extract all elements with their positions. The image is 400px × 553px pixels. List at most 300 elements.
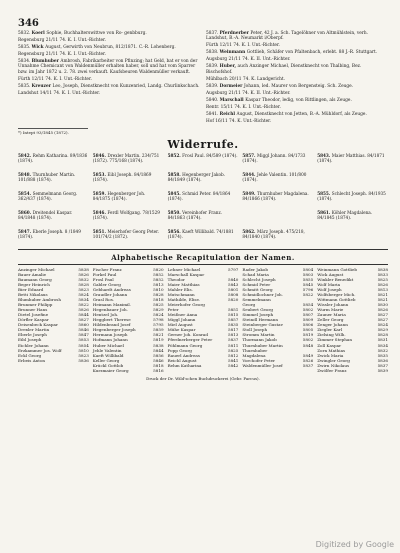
- widerruf-text: Jehle Valentin. 101/800 (1874).: [242, 171, 307, 183]
- entry-text: Dienstknecht von Kunzenried, Landg. Churlinkschach.: [80, 83, 200, 89]
- entry-text: Schäfer von Pfaltenbach, erlebt. 88 J.-R. Stuttgart.: [266, 50, 378, 56]
- index-name: Peter: [167, 307, 179, 313]
- index-name: Mahler Elis.: [167, 287, 193, 292]
- index-row: [168, 363, 239, 368]
- index-name: Anzinger Michael: [18, 266, 55, 272]
- widerruf-item: [317, 191, 388, 209]
- index-name: Schmidlochner Joh.: [242, 292, 284, 298]
- index-name: Mathilde, Elise.: [167, 297, 201, 303]
- index-number: 5834: [377, 342, 388, 348]
- index-row: [18, 358, 89, 363]
- widerruf-item: [168, 172, 239, 190]
- index-name: Keller Georg: [92, 357, 120, 363]
- widerruf-number: 5860.: [18, 209, 33, 215]
- index-name: Hofmann Johann: [92, 337, 128, 343]
- index-number: 5821: [377, 297, 388, 303]
- index-name: Zenger Johann: [317, 322, 348, 328]
- index-number: 5849: [302, 352, 314, 358]
- widerruf-text: Maier Matthias. 84/1871 (1874).: [317, 152, 385, 164]
- entry-text: Fürth 12/11 74. K. I. Unt.-Richter.: [18, 76, 92, 82]
- entry-surname: Koerl: [31, 31, 47, 36]
- index-name: Hentzel Joh.: [92, 312, 119, 318]
- notice-entry: [206, 64, 388, 75]
- notice-entry: [206, 43, 388, 48]
- index-number: 5836: [78, 357, 89, 363]
- index-number: 5803: [302, 271, 314, 277]
- index-name: Bauer Amalie: [18, 271, 47, 277]
- index-name: Rauerl Andreas: [167, 352, 200, 358]
- index-row: [242, 363, 313, 368]
- entry-text: Mühlbach 20/11 74. K. Landgericht.: [206, 76, 285, 82]
- widerruf-text: Eibl Joseph. 84/1869 (1874).: [92, 171, 152, 183]
- index-number: 5841: [227, 357, 239, 363]
- entry-surname: Huber,: [219, 64, 238, 70]
- index-name: Thurnhuber Martin: [242, 342, 283, 348]
- index-name: Brunner Hans: [18, 307, 48, 313]
- entry-firstname: August,: [45, 45, 64, 50]
- index-row: [317, 368, 388, 373]
- entry-firstname: auch Anzinger Michael,: [237, 64, 291, 70]
- entry-text: Dienstknecht von Jetten, B.-A. Mühldorf, als Zeuge.: [254, 111, 367, 117]
- index-name: Schad Maria: [242, 271, 269, 277]
- index-name: Kaeft Willibald: [92, 352, 124, 358]
- index-name: Zwölfer Franz: [317, 367, 347, 373]
- widerruf-item: [93, 210, 164, 228]
- document-page: [18, 18, 388, 381]
- index-name: Maier Matthias: [167, 281, 200, 287]
- index-name: Hegenbauer Joh.: [92, 307, 128, 313]
- entry-surname: Marschall: [219, 97, 246, 103]
- widerruf-item: [168, 191, 239, 209]
- index-row: [93, 368, 164, 373]
- index-number: 5827: [78, 317, 89, 323]
- index-number: 5796: [302, 287, 314, 292]
- entry-number: 5834.: [18, 59, 32, 64]
- index-name: Eichler Johann: [18, 342, 49, 348]
- index-number: 5859: [153, 327, 164, 333]
- index-number: 5842: [227, 362, 239, 368]
- index-number: 5806: [302, 322, 314, 328]
- widerruf-item: [242, 229, 313, 247]
- divider: [18, 249, 388, 250]
- index-name: Blumhuber Ambrosh: [18, 297, 62, 303]
- index-name: Brunmer Philipp: [18, 302, 53, 308]
- index-number: 5826: [78, 271, 89, 277]
- index-name: Drexler Martin: [18, 327, 50, 333]
- index-name: Wolfsberger Mich.: [317, 292, 356, 298]
- index-number: 5820: [153, 266, 164, 272]
- notice-columns: [18, 31, 388, 126]
- entry-firstname: Leo, Joseph,: [52, 83, 81, 89]
- notice-entry: [206, 112, 388, 117]
- widerruf-text: Thurnhuber Magdalena. 84/1866 (1874).: [242, 190, 309, 202]
- index-number: 5843: [227, 281, 239, 287]
- widerrufe-heading: Widerrufe.: [167, 137, 239, 151]
- notice-entry: [206, 31, 388, 42]
- entry-text: Landshut 14/11 74. K. I. Unt.-Richter.: [18, 90, 101, 96]
- index-name: Thurnhuber: [242, 347, 268, 353]
- left-notice-column: [18, 31, 200, 126]
- widerruf-item: [242, 210, 313, 228]
- index-name: Ziegler Karl: [317, 327, 343, 333]
- index-name: Zwingler Georg: [317, 357, 350, 363]
- index-number: 5852: [153, 276, 164, 282]
- index-number: 5853: [78, 337, 89, 343]
- index-name: Erzkammer Jos. Wolf: [18, 347, 62, 353]
- widerruf-number: 5850.: [167, 209, 183, 215]
- entry-text: Augsburg 21/11 74. K. II. Unt.-Richter.: [206, 90, 291, 96]
- page-number: 346: [18, 18, 39, 29]
- widerruf-item: [168, 210, 239, 228]
- widerruf-number: 5842.: [18, 152, 33, 158]
- index-number: 5824: [78, 292, 89, 298]
- index-name: Miggl Johann: [167, 317, 196, 323]
- index-name: Simmel Joseph: [242, 312, 274, 318]
- index-number: 5825: [377, 276, 388, 282]
- index-number: 5819: [302, 332, 314, 338]
- widerruf-item: [93, 191, 164, 209]
- widerruf-item: [18, 172, 89, 190]
- index-column: [168, 267, 239, 373]
- widerruf-text: Schmid Peter. 84/1864 (1874).: [167, 190, 231, 202]
- entry-number: 5838.: [206, 50, 220, 56]
- widerruf-text: Semmelmann Georg. 362/437 (1874).: [18, 190, 78, 202]
- index-name: Wissler Johann: [317, 302, 349, 308]
- widerruf-number: 5858.: [167, 171, 183, 177]
- index-number: 5825: [153, 302, 164, 308]
- entry-firstname: Kaspar Theodor,: [245, 97, 283, 103]
- index-name: Pferdnerberger Peter: [167, 337, 213, 343]
- widerruf-number: 5857.: [242, 152, 257, 158]
- index-number: 5813: [377, 287, 388, 292]
- notice-entry: [18, 52, 200, 57]
- widerruf-item: [317, 210, 388, 228]
- index-name: Dörfler Kaspar: [18, 317, 49, 323]
- index-number: 5848: [302, 342, 314, 348]
- widerruf-text: Dreitendel Kaspar. 84/1848 (1874).: [18, 209, 73, 221]
- entry-firstname: Peter, 42 J. a.: [250, 31, 281, 36]
- notice-entry: [206, 57, 388, 62]
- index-number: 5802: [302, 307, 314, 313]
- index-number: 5797: [227, 266, 239, 272]
- index-number: 5829: [377, 327, 388, 333]
- notice-entry: [18, 45, 200, 50]
- index-number: 5838: [377, 266, 388, 272]
- index-number: 5837: [302, 362, 314, 368]
- index-number: 5829: [153, 307, 164, 313]
- widerruf-number: 5847.: [18, 228, 33, 234]
- index-name: Meierhofer Georg: [167, 302, 205, 308]
- widerruf-text: Drexler Martin. 234/751 (1872). 775/168 (1874).: [92, 152, 160, 164]
- index-name: Gerner Joh. Konrad: [167, 332, 208, 338]
- index-heading: Alphabetische Recapitulation der Namen.: [111, 252, 295, 262]
- index-name: Vorchofer Peter: [242, 357, 275, 363]
- index-name: Hegenberger Joseph: [92, 327, 136, 333]
- index-number: 5805: [302, 327, 314, 333]
- entry-text: Buchhalterswittwe von Ro- genbburg.: [64, 31, 147, 36]
- widerruf-item: [93, 153, 164, 171]
- widerruf-number: 5861.: [317, 209, 332, 215]
- entry-text: Augsburg 21/11 74. K. II. Unt.-Richter.: [206, 57, 291, 63]
- index-number: 5838: [78, 266, 89, 272]
- index-number: 5825: [227, 347, 239, 353]
- index-number: 5837: [377, 362, 388, 368]
- index-name: Eibl Joseph: [18, 337, 42, 343]
- index-number: 5836: [377, 357, 388, 363]
- notice-entry: [206, 84, 388, 89]
- index-name: Zimmer Stephan: [317, 337, 352, 343]
- index-number: 5824: [153, 312, 164, 318]
- entry-surname: Pferdnerber: [219, 31, 251, 36]
- notice-entry: [206, 50, 388, 55]
- widerruf-text: Kaeft Willibald. 74/1881 (1874).: [167, 228, 234, 240]
- index-name: Zielsing Wilh.: [317, 332, 346, 338]
- widerruf-item: [168, 153, 239, 171]
- widerruf-text: Frosl Paul. 84/589 (1874).: [182, 152, 238, 158]
- widerruf-text: Meierhofer Georg Peter. 101/74/2 (1872).: [92, 228, 160, 240]
- widerruf-item: [18, 191, 89, 209]
- index-number: 5835: [227, 322, 239, 328]
- entry-firstname: Ambrosh,: [60, 59, 83, 64]
- index-number: 5802: [302, 337, 314, 343]
- index-number: 5844: [153, 347, 164, 353]
- widerruf-number: 5859.: [92, 190, 108, 196]
- index-number: 5852: [153, 271, 164, 277]
- widerruf-text: Schlecht Joseph. 84/1935 (1874).: [317, 190, 386, 202]
- index-name: Wick August: [317, 271, 344, 277]
- widerruf-text: Köhler Magdalena. 84/1845 (1874).: [317, 209, 373, 221]
- index-name: Stromm Martin: [242, 332, 275, 338]
- index-number: 5839: [377, 367, 388, 373]
- widerruf-number: 5851.: [92, 228, 108, 234]
- index-column: [242, 267, 313, 373]
- index-name: Krückl Gottlob: [92, 362, 124, 368]
- widerruf-number: 5856.: [167, 228, 183, 234]
- index-name: Semmelmann: [242, 297, 271, 303]
- index-name: Wurm Marie: [317, 307, 344, 313]
- index-name: Beger Heinrich: [18, 281, 50, 287]
- entry-surname: Kreuzer: [31, 83, 53, 89]
- index-name: Zeller Georg: [317, 317, 344, 323]
- index-number: 5828: [153, 292, 164, 298]
- entry-surname: Weinmann: [219, 50, 247, 56]
- index-name: Marschall Kaspar: [167, 271, 205, 277]
- index-number: 5832: [377, 347, 388, 353]
- index-number: 5798: [153, 317, 164, 323]
- index-number: 5830: [377, 302, 388, 308]
- widerruf-item: [93, 172, 164, 190]
- index-name: Bier Eduard: [18, 287, 44, 292]
- index-name: Eckl Georg: [18, 352, 42, 358]
- index-number: 5856: [153, 352, 164, 358]
- index-name: Steindl Hermann: [242, 317, 278, 323]
- entry-number: 5837.: [206, 31, 220, 36]
- widerruf-item: [168, 229, 239, 247]
- index-name: Heimann Maximil.: [92, 302, 132, 308]
- entry-surname: Dormeier: [219, 83, 244, 89]
- name-index: [18, 267, 388, 373]
- index-column: [18, 267, 89, 373]
- index-name: Zoll Kaspar: [317, 342, 342, 348]
- digitized-watermark: Digitized by Google: [315, 540, 394, 549]
- index-number: 5821: [377, 292, 388, 298]
- widerruf-item: [242, 153, 313, 171]
- index-name: Frosl Paul: [92, 276, 114, 282]
- widerruf-number: 5852.: [167, 152, 183, 158]
- notice-entry: [18, 84, 200, 89]
- index-number: 5813: [227, 332, 239, 338]
- index-number: 5840: [227, 276, 239, 282]
- index-name: Fischer Franz: [92, 266, 122, 272]
- index-number: 5812: [227, 352, 239, 358]
- widerruf-item: [18, 210, 89, 228]
- entry-firstname: Gottlieb,: [246, 50, 267, 56]
- entry-text: Gerwirth von Neubrun, 812/1871. C.-R. Lohenberg.: [63, 45, 176, 50]
- entry-surname: Blumhuber: [31, 59, 61, 64]
- index-name: Rehm Katharina: [167, 362, 202, 368]
- notice-entry: [206, 98, 388, 103]
- index-name: Zwirn Nikolaus: [317, 362, 350, 368]
- index-number: 5826: [302, 357, 314, 363]
- widerruf-number: 5855.: [317, 190, 332, 196]
- index-number: 5813: [153, 281, 164, 287]
- index-number: 5832: [78, 276, 89, 282]
- entry-text: Fürth 12/11 74. K. I. Unt.-Richter.: [206, 43, 280, 49]
- index-name: Pöhlmann Georg: [167, 342, 203, 348]
- index-number: 5804: [302, 266, 314, 272]
- widerruf-number: 5844.: [242, 171, 257, 177]
- index-name: Meißner Anna: [167, 312, 198, 318]
- index-number: 5823: [78, 352, 89, 358]
- index-number: 5846: [78, 327, 89, 333]
- index-name: Seubert Georg: [242, 307, 273, 313]
- widerrufe-list: [18, 153, 388, 247]
- footnote: *) Intept 93/1845 (1872).: [18, 128, 88, 135]
- index-name: Schmitt Georg: [242, 287, 273, 292]
- index-column: [93, 267, 164, 373]
- widerruf-text: Eberle Joseph. 8 /1849 (1874).: [18, 228, 81, 240]
- entry-number: 5839.: [206, 64, 220, 70]
- entry-text: led. Maurer von Bergensteig. Sch. Zeuge.: [261, 83, 354, 89]
- widerruf-number: 5853.: [92, 171, 108, 177]
- index-name: Wolf Joseph: [317, 287, 342, 292]
- entry-number: 5832.: [18, 31, 32, 36]
- widerruf-number: 5846.: [92, 209, 108, 215]
- index-number: 5846: [153, 357, 164, 363]
- index-name: Eberle Joseph: [18, 332, 47, 338]
- widerruf-text: Hegenberger Jakob. 84/1849 (1874).: [167, 171, 226, 183]
- index-name: Betti Nikolaus: [18, 292, 48, 298]
- index-name: Hildenbrand Josef: [92, 322, 131, 328]
- index-number: 5817: [227, 327, 239, 333]
- widerruf-number: 5848.: [18, 171, 33, 177]
- index-name: Magdalena: [242, 352, 266, 358]
- index-name: Georg: [242, 302, 256, 308]
- index-number: 5815: [227, 312, 239, 318]
- index-number: 5847: [78, 332, 89, 338]
- widerruf-text: Miggl Johann. 84/1733 (1874).: [242, 152, 306, 164]
- entry-text: Regensburg 21/11 74. K. I. Unt.-Richter.: [18, 52, 106, 57]
- index-number: 5822: [78, 302, 89, 308]
- index-number: 5855: [302, 276, 314, 282]
- widerruf-item: [242, 191, 313, 209]
- notice-entry: [18, 31, 200, 36]
- index-number: 5845: [302, 281, 314, 287]
- widerruf-text: März Joseph. 475/218, 84/1840 (1874).: [242, 228, 305, 240]
- index-number: 5854: [78, 342, 89, 348]
- divider: [18, 264, 388, 265]
- index-number: 5826: [377, 307, 388, 313]
- index-number: 5818: [153, 362, 164, 368]
- index-number: 5854: [302, 302, 314, 308]
- index-number: 5822: [302, 292, 314, 298]
- entry-number: 5841.: [206, 111, 220, 117]
- widerruf-item: [317, 153, 388, 171]
- index-number: 5807: [302, 312, 314, 318]
- index-number: 5820: [227, 297, 239, 303]
- index-name: Reichl August: [167, 357, 197, 363]
- index-number: 5816: [153, 367, 164, 373]
- index-name: Gabler Georg: [92, 281, 121, 287]
- index-number: 5810: [78, 347, 89, 353]
- notice-entry: [18, 91, 200, 96]
- notice-entry: [206, 105, 388, 110]
- index-number: 5819: [153, 337, 164, 343]
- right-notice-column: [206, 31, 388, 126]
- index-column: [317, 267, 388, 373]
- index-number: 5857: [227, 317, 239, 323]
- index-number: 5801: [227, 287, 239, 292]
- widerruf-number: 5843.: [317, 152, 332, 158]
- index-name: Jehle Valentin: [92, 347, 122, 353]
- widerruf-number: 5854.: [18, 190, 33, 196]
- index-name: Weinmann Gottlieb: [317, 266, 358, 272]
- index-name: Deisenbeck Kaspar: [18, 322, 58, 328]
- widerruf-number: 5846.: [92, 152, 108, 158]
- index-name: Rader Jakob: [242, 266, 268, 272]
- index-number: 5827: [377, 312, 388, 318]
- entry-number: 5839.: [206, 83, 220, 89]
- widerruf-item: [317, 172, 388, 190]
- entry-surname: Reichl: [219, 111, 237, 117]
- index-name: Graudler Johann: [92, 292, 128, 298]
- index-name: Theodor: [167, 276, 185, 282]
- notice-entry: [206, 119, 388, 124]
- index-number: 5828: [377, 332, 388, 338]
- index-name: Zwick Maria: [317, 352, 344, 358]
- index-number: 5824: [377, 322, 388, 328]
- index-number: 5826: [78, 307, 89, 313]
- index-name: Stoll Joseph: [242, 327, 268, 333]
- widerruf-text: Hegenberger Joh. 84/1875 (1874).: [92, 190, 146, 202]
- notice-entry: [18, 38, 200, 43]
- notice-entry: [206, 77, 388, 82]
- index-number: 5835: [377, 352, 388, 358]
- index-number: 5823: [78, 287, 89, 292]
- widerruf-item: [242, 172, 313, 190]
- entry-text: Rentr. 15/11 74. K. I. Unt.-Richter.: [206, 104, 281, 110]
- index-name: Baumann Georg: [18, 276, 52, 282]
- widerruf-number: 5845.: [167, 190, 183, 196]
- index-number: 5808: [227, 292, 239, 298]
- entry-text: Sch. Tagelöhner von Altmühlstein, verh. Landshut, B.-A. Neumarkt i/Oberpf.: [206, 31, 368, 42]
- index-name: Kurzmaier Georg: [92, 367, 129, 373]
- index-number: 5827: [377, 317, 388, 323]
- notice-entry: [206, 91, 388, 96]
- index-name: Gebhardt Andreas: [92, 287, 131, 292]
- index-name: Schlecht Joseph: [242, 276, 276, 282]
- widerruf-item: [18, 229, 89, 247]
